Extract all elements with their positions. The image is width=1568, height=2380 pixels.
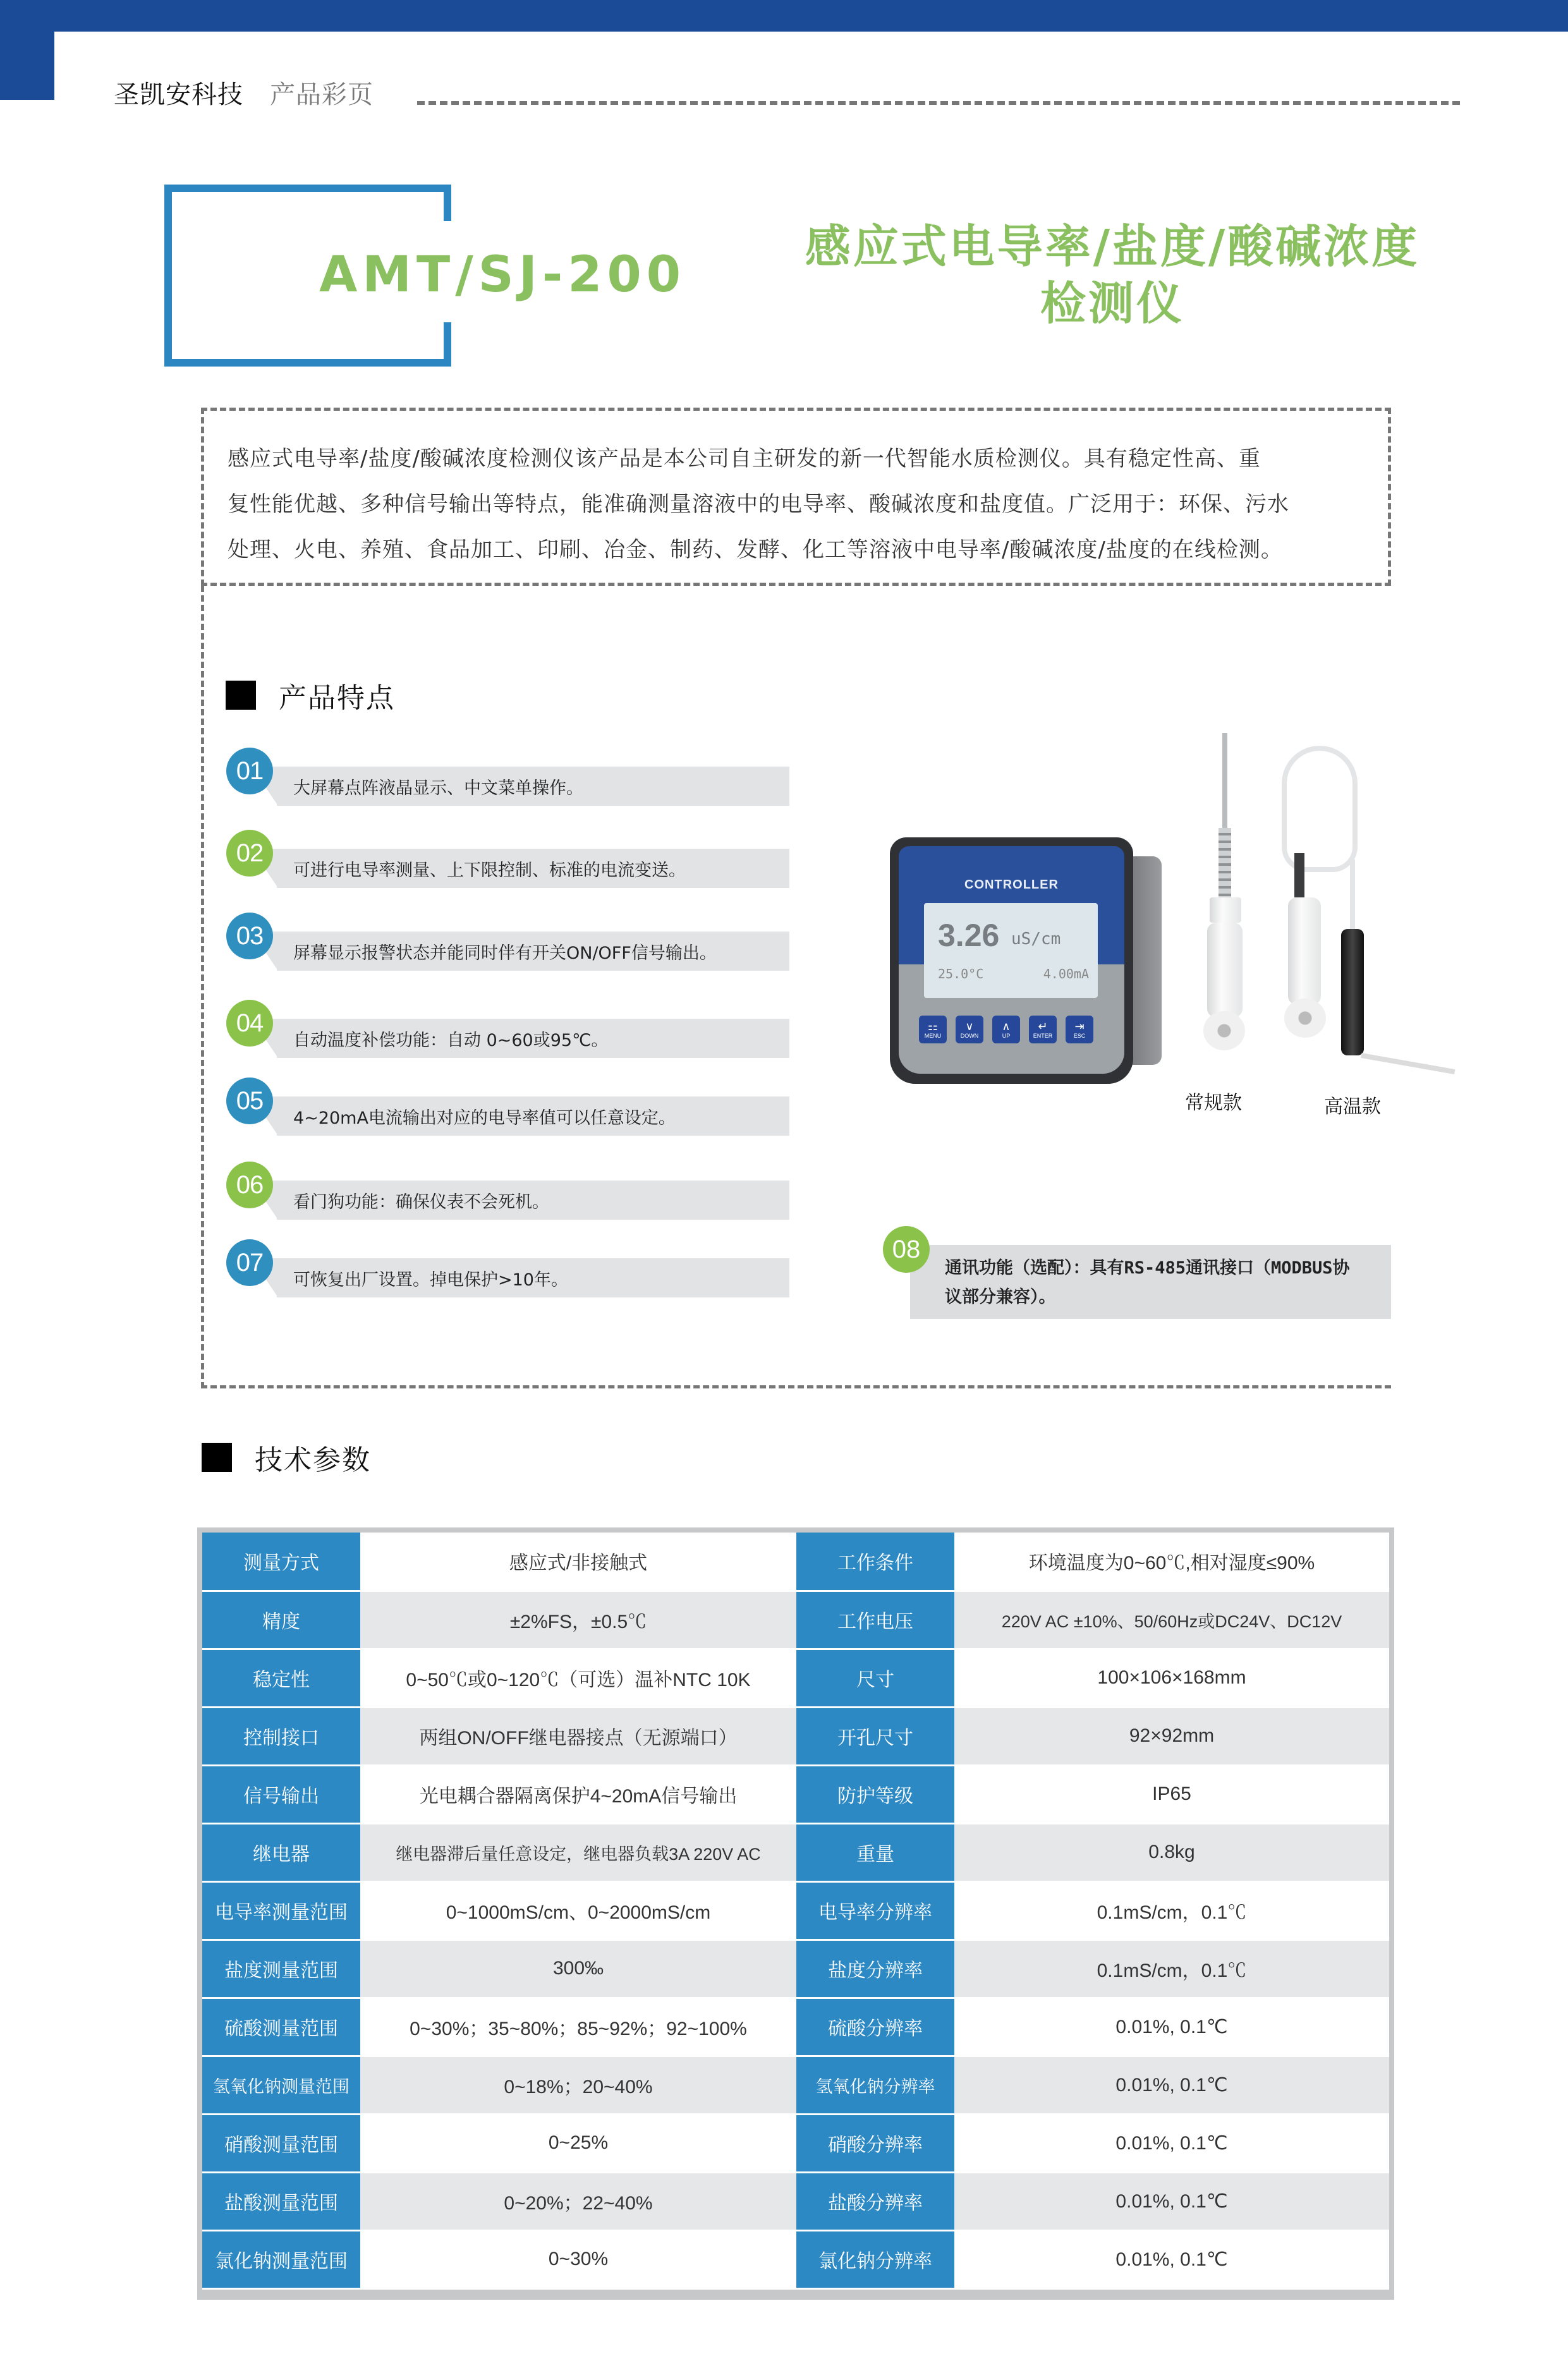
- spec-value-cell: 0.01%, 0.1℃: [954, 2056, 1389, 2114]
- standard-probe-label: 常规款: [1185, 1092, 1242, 1114]
- spec-value-cell: 0.8kg: [954, 1823, 1389, 1881]
- header-divider: [417, 101, 1460, 105]
- lcd-current: 4.00mA: [1043, 966, 1089, 981]
- spec-key-cell: 硫酸分辨率: [796, 1998, 954, 2056]
- table-row: [202, 1823, 1389, 1881]
- heading-square-icon: [202, 1443, 232, 1472]
- device-key-down: ∨ DOWN: [956, 1016, 983, 1043]
- page-header: [114, 75, 374, 111]
- feature-text: 看门狗功能：确保仪表不会死机。: [293, 1193, 549, 1212]
- spec-key-cell: 氯化钠测量范围: [202, 2230, 360, 2288]
- lcd-reading: 3.26: [938, 918, 1000, 953]
- spec-value-cell: 92×92mm: [954, 1707, 1389, 1765]
- enter-icon: ↵: [1038, 1020, 1048, 1033]
- feature-text: 通讯功能（选配）：具有RS-485通讯接口（MODBUS协 议部分兼容）。: [945, 1258, 1350, 1307]
- device-brand: CONTROLLER: [964, 878, 1059, 892]
- table-row: [202, 1591, 1389, 1649]
- spec-key-cell: 盐酸分辨率: [796, 2172, 954, 2230]
- spec-value-cell: 0~18%；20~40%: [360, 2056, 796, 2114]
- spec-value-cell: 0~20%；22~40%: [360, 2172, 796, 2230]
- spec-value-cell: 0~25%: [360, 2114, 796, 2172]
- table-row: [202, 1533, 1389, 1591]
- spec-key-cell: 稳定性: [202, 1649, 360, 1707]
- spec-value-cell: 0.01%, 0.1℃: [954, 1998, 1389, 2056]
- spec-key-cell: 硝酸分辨率: [796, 2114, 954, 2172]
- spec-value-cell: 100×106×168mm: [954, 1649, 1389, 1707]
- feature-number-badge: 03: [226, 913, 273, 959]
- spec-key-cell: 硫酸测量范围: [202, 1998, 360, 2056]
- model-number: AMT/SJ-200: [319, 246, 686, 303]
- spec-value-cell: 0~30%；35~80%；85~92%；92~100%: [360, 1998, 796, 2056]
- intro-line: 处理、火电、养殖、食品加工、印刷、冶金、制药、发酵、化工等溶液中电导率/酸碱浓度/盐度的在线检测。: [228, 537, 1283, 562]
- chevron-up-icon: ∧: [1002, 1020, 1011, 1033]
- features-heading: [226, 675, 395, 715]
- spec-value-cell: 0.1mS/cm，0.1℃: [954, 1881, 1389, 1940]
- standard-probe-image: [1194, 733, 1258, 1074]
- heading-square-icon: [226, 681, 256, 710]
- intro-line: 感应式电导率/盐度/酸碱浓度检测仪该产品是本公司自主研发的新一代智能水质检测仪。具有稳定性高、重: [228, 446, 1261, 471]
- spec-value-cell: 继电器滞后量任意设定，继电器负载3A 220V AC: [360, 1823, 796, 1881]
- exit-icon: ⇥: [1074, 1020, 1085, 1033]
- product-name-line1: 感应式电导率/盐度/酸碱浓度: [805, 220, 1420, 273]
- table-row: [202, 2114, 1389, 2172]
- lcd-unit: uS/cm: [1011, 930, 1061, 949]
- top-banner: [0, 0, 1568, 32]
- left-tab-accent: [0, 0, 54, 100]
- spec-value-cell: 0.01%, 0.1℃: [954, 2114, 1389, 2172]
- table-row: [202, 1765, 1389, 1823]
- table-row: [202, 1940, 1389, 1998]
- spec-key-cell: 工作电压: [796, 1591, 954, 1649]
- spec-key-cell: 控制接口: [202, 1707, 360, 1765]
- spec-key-cell: 尺寸: [796, 1649, 954, 1707]
- spec-value-cell: 0~30%: [360, 2230, 796, 2288]
- features-heading-label: 产品特点: [279, 682, 395, 714]
- spec-key-cell: 信号输出: [202, 1765, 360, 1823]
- feature-item-08: [882, 1235, 1391, 1319]
- spec-key-cell: 继电器: [202, 1823, 360, 1881]
- spec-value-cell: 光电耦合器隔离保护4~20mA信号输出: [360, 1765, 796, 1823]
- device-key-menu: ⚏ MENU: [919, 1016, 947, 1043]
- intro-paragraph: [228, 436, 1365, 573]
- spec-key-cell: 电导率分辨率: [796, 1881, 954, 1940]
- specs-heading-label: 技术参数: [255, 1444, 371, 1476]
- spec-key-cell: 氢氧化钠测量范围: [202, 2056, 360, 2114]
- feature-text: 屏幕显示报警状态并能同时伴有开关ON/OFF信号输出。: [293, 944, 717, 963]
- spec-key-cell: 电导率测量范围: [202, 1881, 360, 1940]
- spec-value-cell: 0.1mS/cm，0.1℃: [954, 1940, 1389, 1998]
- spec-value-cell: 220V AC ±10%、50/60Hz或DC24V、DC12V: [954, 1591, 1389, 1649]
- table-row: [202, 1649, 1389, 1707]
- spec-value-cell: 两组ON/OFF继电器接点（无源端口）: [360, 1707, 796, 1765]
- table-row: [202, 1881, 1389, 1940]
- spec-value-cell: 0~1000mS/cm、0~2000mS/cm: [360, 1881, 796, 1940]
- product-name-line2: 检测仪: [1040, 277, 1184, 330]
- spec-key-cell: 盐度测量范围: [202, 1940, 360, 1998]
- company-name: 圣凯安科技: [114, 80, 243, 109]
- spec-value-cell: 0.01%, 0.1℃: [954, 2230, 1389, 2288]
- feature-text: 可恢复出厂设置。掉电保护>10年。: [293, 1270, 568, 1290]
- feature-number-badge: 06: [226, 1162, 273, 1208]
- table-row: [202, 1998, 1389, 2056]
- spec-key-cell: 氢氧化钠分辨率: [796, 2056, 954, 2114]
- high-temp-probe-image: [1277, 746, 1454, 1074]
- spec-table: [202, 1533, 1389, 2290]
- table-row: [202, 2172, 1389, 2230]
- feature-number-badge: 04: [226, 1000, 273, 1047]
- product-name: [743, 218, 1482, 332]
- spec-value-cell: 0~50℃或0~120℃（可选）温补NTC 10K: [360, 1649, 796, 1707]
- spec-key-cell: 测量方式: [202, 1533, 360, 1591]
- spec-value-cell: 感应式/非接触式: [360, 1533, 796, 1591]
- feature-number-badge: 07: [226, 1239, 273, 1286]
- table-row: [202, 2230, 1389, 2288]
- high-temp-probe-label: 高温款: [1324, 1096, 1381, 1118]
- menu-icon: ⚏: [927, 1020, 939, 1033]
- spec-key-cell: 盐酸测量范围: [202, 2172, 360, 2230]
- table-row: [202, 1707, 1389, 1765]
- controller-device-image: [890, 837, 1162, 1084]
- table-row: [202, 2056, 1389, 2114]
- spec-key-cell: 硝酸测量范围: [202, 2114, 360, 2172]
- chevron-down-icon: ∨: [965, 1020, 974, 1033]
- feature-text: 自动温度补偿功能：自动 0~60或95℃。: [293, 1031, 609, 1050]
- feature-number-badge: 08: [883, 1226, 930, 1273]
- spec-key-cell: 精度: [202, 1591, 360, 1649]
- feature-number-badge: 01: [226, 748, 273, 794]
- device-key-up: ∧ UP: [992, 1016, 1020, 1043]
- device-key-enter: ↵ ENTER: [1029, 1016, 1057, 1043]
- spec-key-cell: 盐度分辨率: [796, 1940, 954, 1998]
- feature-text: 大屏幕点阵液晶显示、中文菜单操作。: [293, 779, 583, 798]
- device-keypad: [919, 1016, 1093, 1043]
- feature-text: 可进行电导率测量、上下限控制、标准的电流变送。: [293, 861, 686, 880]
- intro-line: 复性能优越、多种信号输出等特点，能准确测量溶液中的电导率、酸碱浓度和盐度值。广泛用于：环保、污水: [228, 492, 1289, 517]
- feature-text: 4~20mA电流输出对应的电导率值可以任意设定。: [293, 1108, 676, 1128]
- spec-key-cell: 防护等级: [796, 1765, 954, 1823]
- specs-heading: [202, 1437, 371, 1478]
- lcd-temperature: 25.0°C: [938, 966, 984, 981]
- spec-value-cell: 0.01%, 0.1℃: [954, 2172, 1389, 2230]
- device-lcd: [924, 903, 1098, 998]
- device-key-esc: ⇥ ESC: [1066, 1016, 1093, 1043]
- spec-value-cell: IP65: [954, 1765, 1389, 1823]
- spec-table-container: [197, 1527, 1394, 2300]
- spec-value-cell: 300‰: [360, 1940, 796, 1998]
- spec-value-cell: ±2%FS，±0.5℃: [360, 1591, 796, 1649]
- catalog-label: 产品彩页: [270, 80, 374, 109]
- spec-key-cell: 开孔尺寸: [796, 1707, 954, 1765]
- spec-key-cell: 氯化钠分辨率: [796, 2230, 954, 2288]
- spec-key-cell: 重量: [796, 1823, 954, 1881]
- feature-number-badge: 05: [226, 1078, 273, 1124]
- spec-value-cell: 环境温度为0~60℃,相对湿度≤90%: [954, 1533, 1389, 1591]
- spec-key-cell: 工作条件: [796, 1533, 954, 1591]
- feature-number-badge: 02: [226, 830, 273, 877]
